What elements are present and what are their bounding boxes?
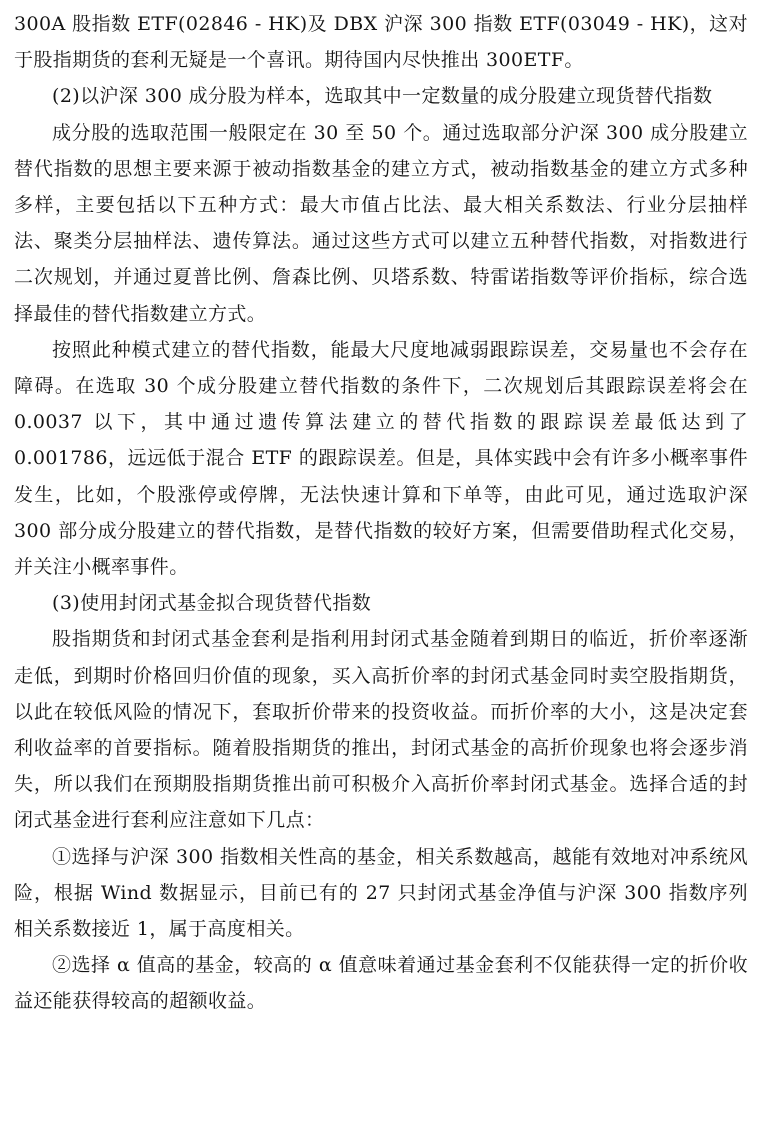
list-item-2: ②选择 α 值高的基金，较高的 α 值意味着通过基金套利不仅能获得一定的折价收益还能获得较高的超额收益。 <box>14 954 748 1013</box>
document-page <box>14 6 748 1020</box>
paragraph: 按照此种模式建立的替代指数，能最大尺度地减弱跟踪误差，交易量也不会存在障碍。在选取 30 个成分股建立替代指数的条件下，二次规划后其跟踪误差将会在 0.0037 以下，其中通过遗传算法建立的替代指数的跟踪误差最低达到了 0.001786，远远低于混合 ETF 的跟踪误差。但是，具体实践中会有许多小概率事件发生，比如，个股涨停或停牌，无法快速计算和下单等，由此可见，通过选取沪深 300 部分成分股建立的替代指数，是替代指数的较好方案，但需要借助程式化交易，并关注小概率事件。 <box>14 338 748 579</box>
paragraph-continued: 300A 股指数 ETF(02846 - HK)及 DBX 沪深 300 指数 ETF(03049 - HK)，这对于股指期货的套利无疑是一个喜讯。期待国内尽快推出 300ETF。 <box>14 13 748 72</box>
list-item-1: ①选择与沪深 300 指数相关性高的基金，相关系数越高，越能有效地对冲系统风险，根据 Wind 数据显示，目前已有的 27 只封闭式基金净值与沪深 300 指数序列相关系数接近 1，属于高度相关。 <box>14 845 748 941</box>
paragraph: 成分股的选取范围一般限定在 30 至 50 个。通过选取部分沪深 300 成分股建立替代指数的思想主要来源于被动指数基金的建立方式，被动指数基金的建立方式多种多样，主要包括以下五种方式：最大市值占比法、最大相关系数法、行业分层抽样法、聚类分层抽样法、遗传算法。通过这些方式可以建立五种替代指数，对指数进行二次规划，并通过夏普比例、詹森比例、贝塔系数、特雷诺指数等评价指标，综合选择最佳的替代指数建立方式。 <box>14 121 748 325</box>
paragraph: 股指期货和封闭式基金套利是指利用封闭式基金随着到期日的临近，折价率逐渐走低，到期时价格回归价值的现象，买入高折价率的封闭式基金同时卖空股指期货，以此在较低风险的情况下，套取折价带来的投资收益。而折价率的大小，这是决定套利收益率的首要指标。随着股指期货的推出，封闭式基金的高折价现象也将会逐步消失，所以我们在预期股指期货推出前可积极介入高折价率封闭式基金。选择合适的封闭式基金进行套利应注意如下几点： <box>14 628 748 832</box>
section-heading-2: (2)以沪深 300 成分股为样本，选取其中一定数量的成分股建立现货替代指数 <box>52 85 713 108</box>
section-heading-3: (3)使用封闭式基金拟合现货替代指数 <box>52 592 372 615</box>
